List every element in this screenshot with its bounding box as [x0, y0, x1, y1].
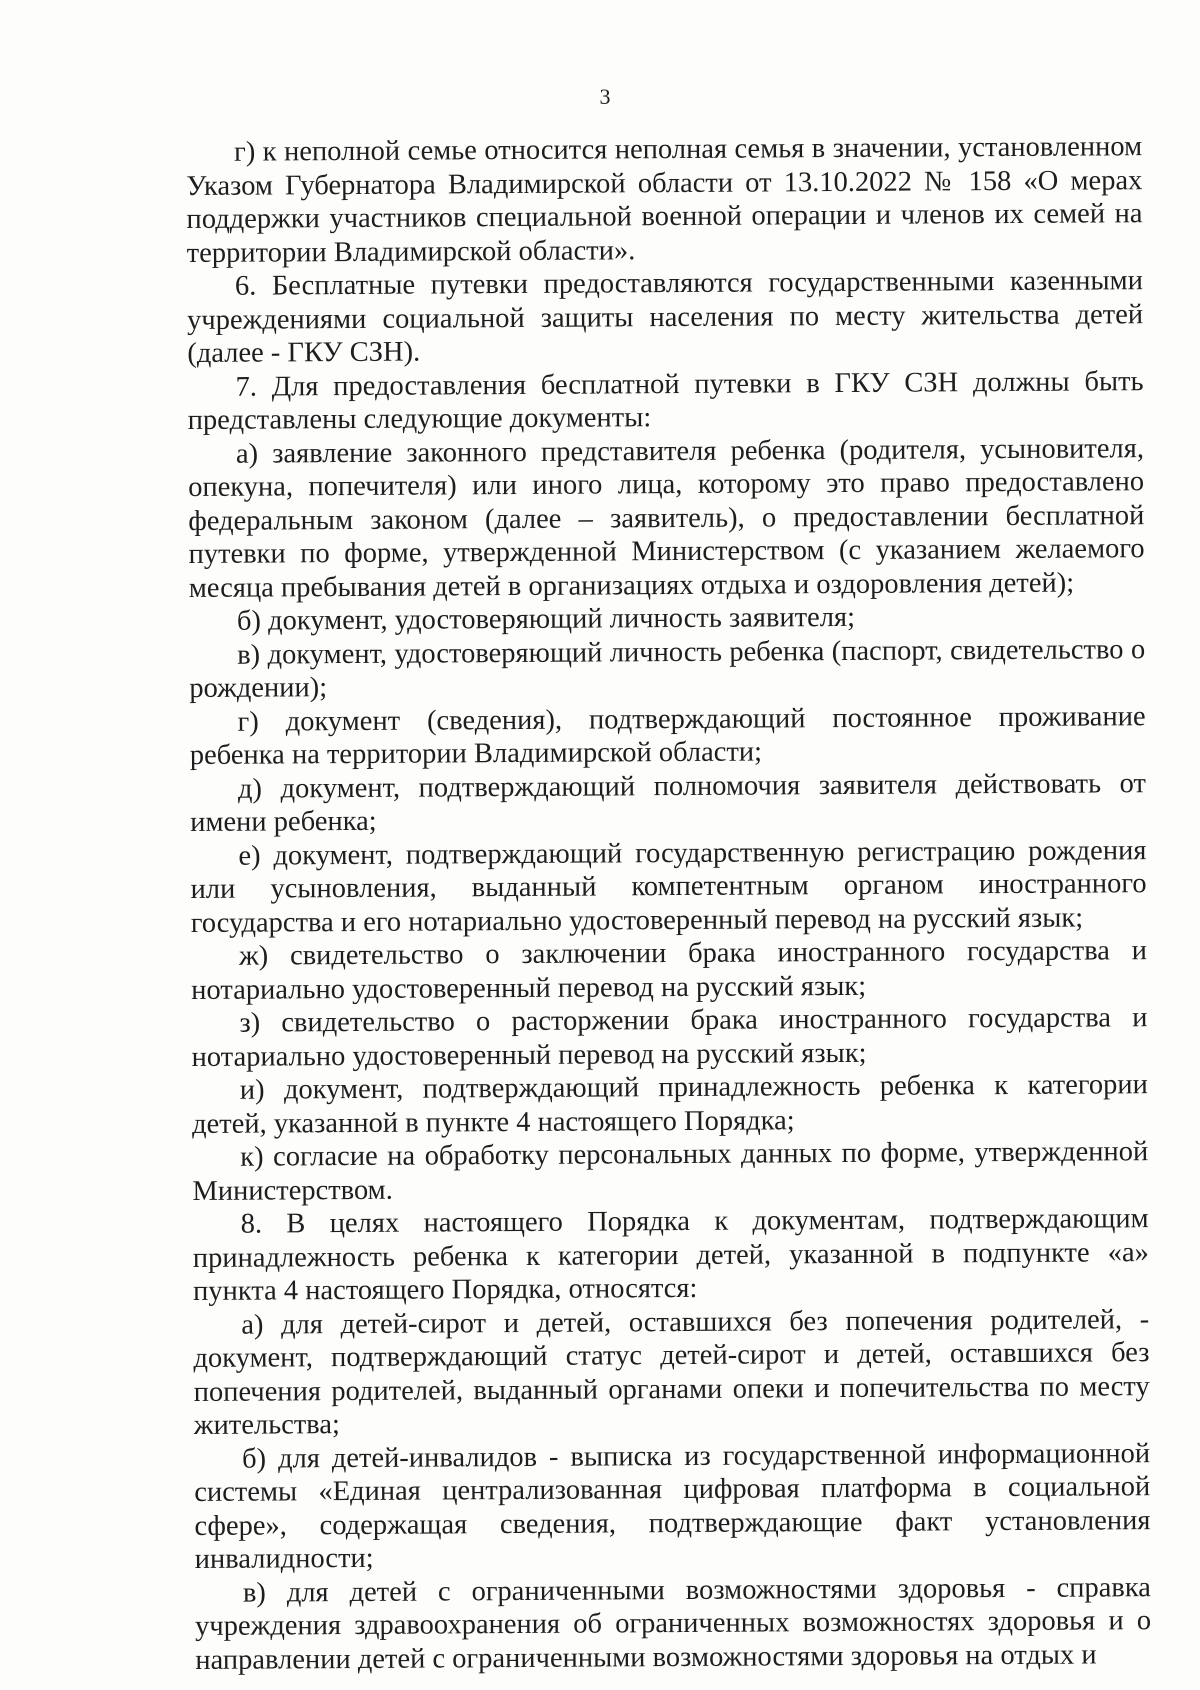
page-number: 3	[599, 84, 611, 109]
paragraph-7z: з) свидетельство о расторжении брака иностранного государства и нотариально удостоверенный перевод на русский язык;	[191, 1002, 1148, 1073]
paragraph-5g: г) к неполной семье относится неполная семья в значении, установленном Указом Губернатора Владимирской области от 13.10.2022 № 158 «О мерах поддержки участников специальной военной операции и членов их семей на территории Владимирской области».	[186, 131, 1143, 269]
paragraph-8a: а) для детей-сирот и детей, оставшихся без попечения родителей, - документ, подтверждающий статус детей-сирот и детей, оставшихся без попечения родителей, выданный органами опеки и попечительства по месту жительства;	[193, 1303, 1150, 1441]
paragraph-7e: е) документ, подтверждающий государственную регистрацию рождения или усыновления, выданный компетентным органом иностранного государства и его нотариально удостоверенный перевод на русский язык;	[190, 834, 1147, 939]
paragraph-8v: в) для детей с ограниченными возможностями здоровья - справка учреждения здравоохранения об ограниченных возможностях здоровья и о направлении детей с ограниченными возможностями здоровья на отдых и	[195, 1571, 1152, 1676]
paragraph-7a: а) заявление законного представителя ребенка (родителя, усыновителя, опекуна, попечителя) или иного лица, которому это право предоставлено федеральным законом (далее – заявитель), о предоставлении бесплатной путевки по форме, утвержденной Министерством (с указанием желаемого месяца пребывания детей в организациях отдыха и оздоровления детей);	[188, 432, 1145, 604]
paragraph-8: 8. В целях настоящего Порядка к документам, подтверждающим принадлежность ребенка к категории детей, указанной в подпункте «а» пункта 4 настоящего Порядка, относятся:	[192, 1203, 1149, 1307]
paragraph-7: 7. Для предоставления бесплатной путевки в ГКУ СЗН должны быть представлены следующие документы:	[187, 365, 1144, 436]
document-body	[186, 130, 1151, 1677]
paragraph-6: 6. Бесплатные путевки предоставляются государственными казенными учреждениями социальной защиты населения по месту жительства детей (далее - ГКУ СЗН).	[187, 265, 1144, 369]
paragraph-7b: б) документ, удостоверяющий личность заявителя;	[236, 601, 856, 637]
paragraph-8b: б) для детей-инвалидов - выписка из государственной информационной системы «Единая централизованная цифровая платформа в социальной сфере», содержащая сведения, подтверждающие факт установления инвалидности;	[194, 1437, 1151, 1575]
paragraph-7zh: ж) свидетельство о заключении брака иностранного государства и нотариально удостоверенный перевод на русский язык;	[191, 935, 1148, 1006]
paragraph-7k: к) согласие на обработку персональных данных по форме, утвержденной Министерством.	[192, 1136, 1149, 1207]
paragraph-7v: в) документ, удостоверяющий личность ребенка (паспорт, свидетельство о рождении);	[189, 633, 1146, 704]
paragraph-7d: д) документ, подтверждающий полномочия заявителя действовать от имени ребенка;	[190, 767, 1147, 838]
paragraph-7i: и) документ, подтверждающий принадлежность ребенка к категории детей, указанной в пункте 4 настоящего Порядка;	[191, 1069, 1148, 1140]
paragraph-7g: г) документ (сведения), подтверждающий постоянное проживание ребенка на территории Владимирской области;	[189, 700, 1146, 771]
